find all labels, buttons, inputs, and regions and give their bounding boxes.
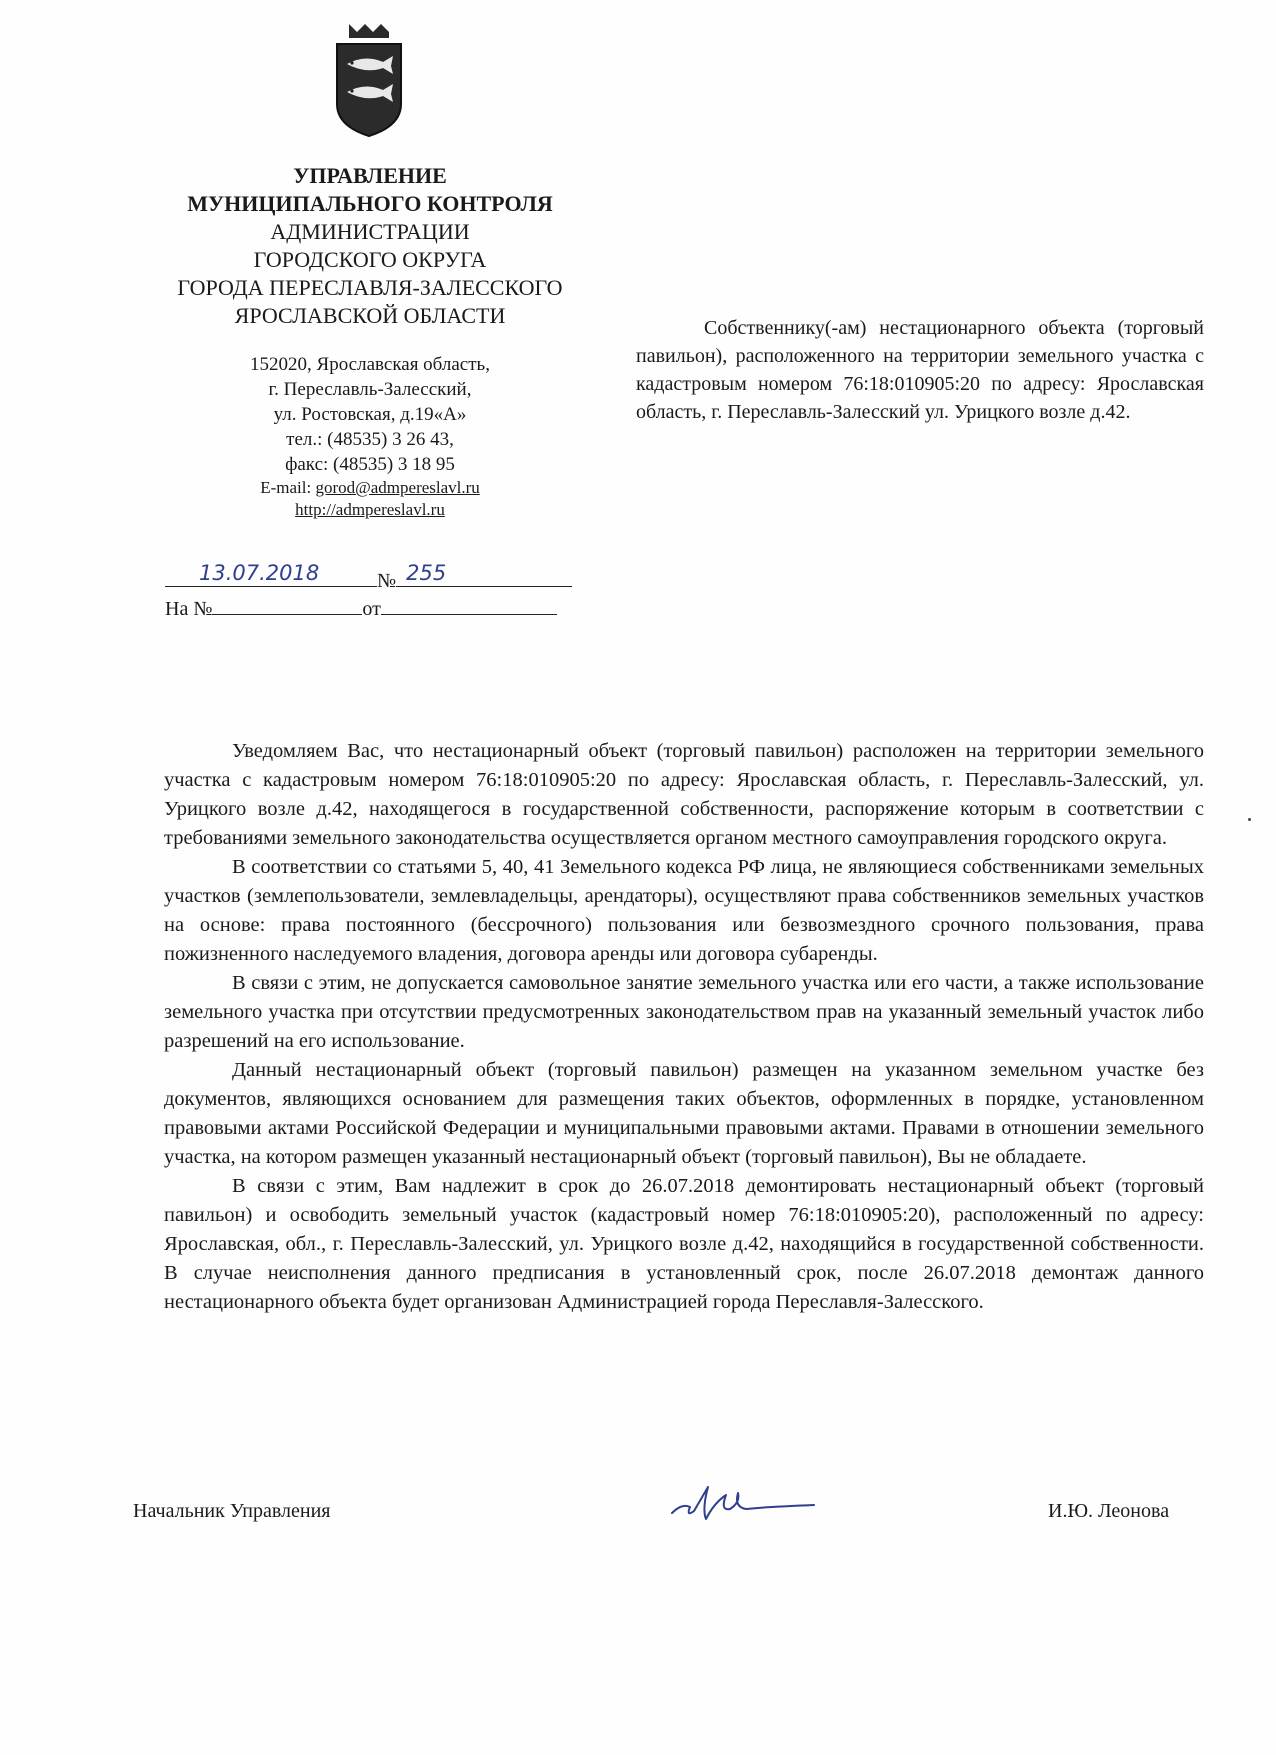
org-name-line: ГОРОДСКОГО ОКРУГА	[253, 247, 487, 272]
ref-date-field	[381, 594, 557, 615]
organization-address	[140, 352, 600, 521]
body-paragraph: Уведомляем Вас, что нестационарный объект (торговый павильон) расположен на территории земельного участка с кадастровым номером 76:18:010905:20 по адресу: Ярославская область, г. Переславль-Залесский, ул. Урицкого возле д.42, находящегося в государственной собственности, распоряжение которым в соответствии с требованиями земельного законодательства осуществляется органом местного самоуправления городского округа.	[164, 740, 1204, 849]
scan-speck	[1248, 818, 1251, 821]
email-link[interactable]: gorod@admpereslavl.ru	[315, 478, 480, 497]
number-label: №	[377, 570, 397, 592]
letter-body	[164, 737, 1204, 1317]
email-line	[140, 477, 600, 499]
from-label: от	[362, 598, 381, 620]
addressee-text: Собственнику(-ам) нестационарного объекта (торговый павильон), расположенного на территории земельного участка с кадастровым номером 76:18:010905:20 по адресу: Ярославская область, г. Переславль-Залесский ул. Урицкого возле д.42.	[636, 317, 1204, 423]
address-line: 152020, Ярославская область,	[250, 354, 490, 375]
date-field	[165, 561, 377, 587]
phone-line: тел.: (48535) 3 26 43,	[286, 429, 454, 450]
signatory-title: Начальник Управления	[133, 1500, 331, 1522]
body-paragraph: В соответствии со статьями 5, 40, 41 Земельного кодекса РФ лица, не являющиеся собственниками земельных участков (землепользователи, землевладельцы, арендаторы), осуществляют права собственников земельных участков на основе: права постоянного (бессрочного) пользования или безвозмездного срочного пользования, права пожизненного наследуемого владения, договора аренды или договора субаренды.	[164, 856, 1204, 965]
body-paragraph: Данный нестационарный объект (торговый павильон) размещен на указанном земельном участке без документов, являющихся основанием для размещения таких объектов, оформленных в порядке, установленном правовыми актами Российской Федерации и муниципальными правовыми актами. Правами в отношении земельного участка, на котором размещен указанный нестационарный объект (торговый павильон), Вы не обладаете.	[164, 1059, 1204, 1168]
org-name-line: ГОРОДА ПЕРЕСЛАВЛЯ-ЗАЛЕССКОГО	[177, 275, 563, 300]
org-name-line: АДМИНИСТРАЦИИ	[270, 219, 470, 244]
addressee-block	[636, 314, 1204, 426]
org-name-line: ЯРОСЛАВСКОЙ ОБЛАСТИ	[234, 303, 506, 328]
ref-label: На №	[165, 598, 213, 620]
reference-number-line	[165, 594, 557, 621]
address-line: ул. Ростовская, д.19«А»	[273, 404, 467, 425]
outgoing-number-line	[165, 561, 572, 593]
ref-number-field	[212, 594, 362, 615]
number-field	[396, 561, 572, 587]
org-name-line: МУНИЦИПАЛЬНОГО КОНТРОЛЯ	[187, 191, 553, 216]
org-name-line: УПРАВЛЕНИЕ	[293, 163, 447, 188]
body-paragraph: В связи с этим, Вам надлежит в срок до 26.07.2018 демонтировать нестационарный объект (торговый павильон) и освободить земельный участок (кадастровый номер 76:18:010905:20), расположенный по адресу: Ярославская, обл., г. Переславль-Залесский, ул. Урицкого возле д.42, находящийся в государственной собственности. В случае неисполнения данного предписания в установленный срок, после 26.07.2018 демонтаж данного нестационарного объекта будет организован Администрацией города Переславля-Залесского.	[164, 1175, 1204, 1313]
signatory-name: И.Ю. Леонова	[1048, 1500, 1170, 1522]
email-label: E-mail:	[260, 478, 316, 497]
handwritten-date: 13.07.2018	[199, 561, 320, 585]
fax-line: факс: (48535) 3 18 95	[285, 454, 455, 475]
handwritten-signature	[668, 1473, 818, 1531]
body-paragraph: В связи с этим, не допускается самовольное занятие земельного участка или его части, а также использование земельного участка при отсутствии предусмотренных законодательством прав на указанный земельный участок либо разрешений на его использование.	[164, 972, 1204, 1052]
handwritten-number: 255	[406, 561, 447, 585]
website-link[interactable]: http://admpereslavl.ru	[295, 500, 445, 519]
address-line: г. Переславль-Залесский,	[268, 379, 472, 400]
organization-header	[140, 162, 600, 330]
coat-of-arms-icon	[335, 22, 403, 138]
